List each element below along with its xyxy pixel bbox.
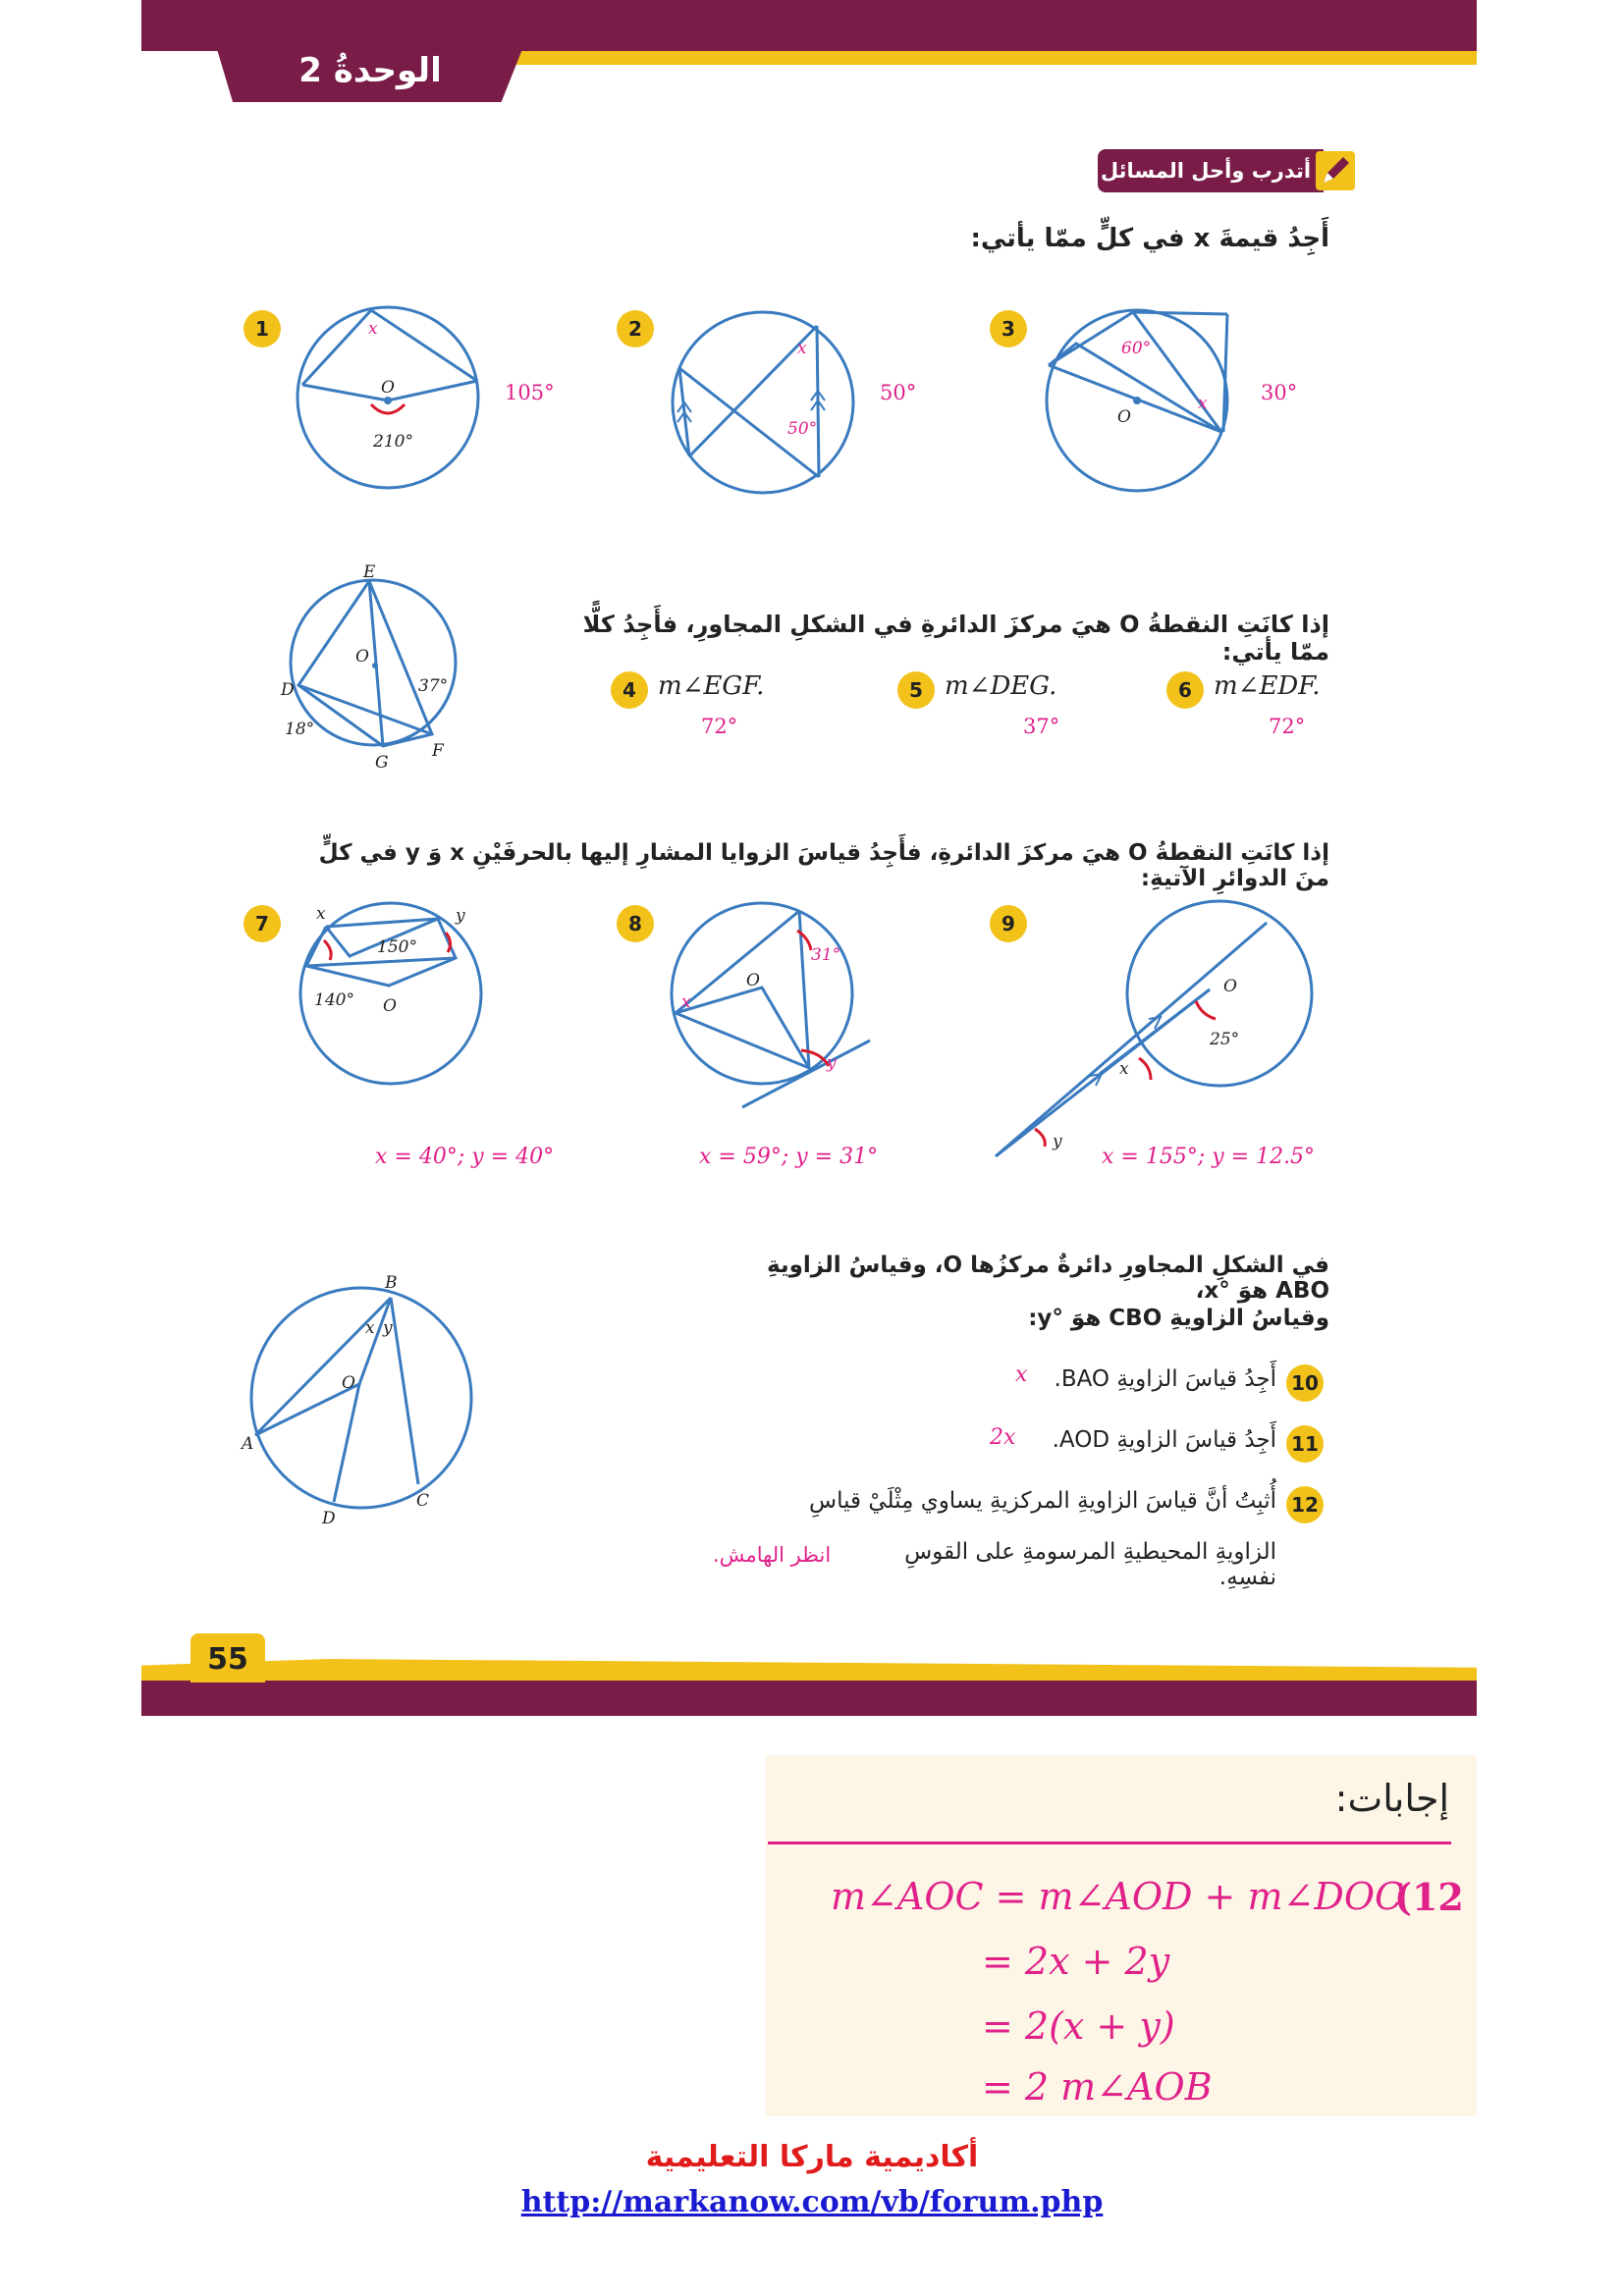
label: O (355, 647, 369, 667)
part4-intro-line1: في الشكلِ المجاورِ دائرةٌ مركزُها O، وقياسُ الزاويةِ ABO هوَ °x، (767, 1253, 1329, 1304)
label: 140° (314, 990, 354, 1010)
problem-number: 7 (244, 905, 281, 942)
answer: 105° (505, 381, 555, 404)
problem-number: 5 (897, 671, 935, 709)
problem-number: 8 (617, 905, 654, 942)
label: x (1119, 1059, 1129, 1079)
footer-academy-name: أكاديمية ماركا التعليمية (645, 2140, 979, 2174)
label: x (681, 992, 691, 1012)
label: D (322, 1509, 336, 1528)
label: O (1223, 977, 1237, 996)
problem-prompt: m∠DEG. (945, 671, 1057, 701)
label: 150° (377, 937, 417, 957)
label: y (456, 906, 465, 926)
problem-number: 12 (1286, 1486, 1324, 1523)
answer: 37° (1023, 715, 1060, 738)
problem-number: 10 (1286, 1364, 1324, 1402)
problem-number: 2 (617, 310, 654, 347)
answer: x = 59°; y = 31° (699, 1145, 879, 1169)
label: 210° (373, 432, 413, 452)
figure-part2 (275, 560, 471, 775)
label: F (432, 741, 444, 761)
problem-text: أُثبِتُ أنَّ قياسَ الزاويةِ المركزيةِ يساوي مِثْلَيْ قياسِ (809, 1488, 1276, 1514)
section-title: أتدرب وأحل المسائل (1100, 159, 1312, 183)
answer-number: (12 (1394, 1875, 1464, 1919)
answers-title: إجابات: (1334, 1777, 1449, 1820)
figure-problem-1 (285, 294, 501, 510)
answer: انظر الهامش. (713, 1543, 832, 1567)
figure-problem-9 (992, 893, 1316, 1168)
page-number: 55 (207, 1642, 248, 1677)
problem-number: 4 (611, 671, 648, 709)
label: y (383, 1318, 393, 1338)
label: C (416, 1491, 430, 1511)
label: 18° (285, 720, 315, 739)
part2-instruction: إذا كانَتِ النقطةُ O هيَ مركزَ الدائرةِ في الشكلِ المجاورِ، فأَجِدُ كلًّا ممّا يأتي: (582, 611, 1329, 666)
unit-title: الوحدةُ 2 (298, 51, 442, 90)
label: 37° (418, 676, 449, 696)
label: E (363, 562, 376, 582)
answer: 2x (990, 1425, 1016, 1450)
problem-text: أَجِدُ قياسَ الزاويةِ AOD. (1052, 1427, 1276, 1453)
label: A (242, 1434, 254, 1454)
label: y (827, 1053, 837, 1073)
problem-number: 1 (244, 310, 281, 347)
label: O (1117, 407, 1131, 427)
answer: x = 155°; y = 12.5° (1102, 1145, 1316, 1169)
label: O (746, 971, 760, 990)
label: x (368, 319, 378, 339)
answer: 72° (1269, 715, 1306, 738)
header-accent-strip (511, 51, 1477, 65)
footer-accent-strip (141, 1659, 1477, 1681)
answer: 30° (1261, 381, 1298, 404)
figure-part4 (236, 1266, 491, 1541)
part4-intro-line2: وقياسُ الزاويةِ CBO هوَ °y: (1028, 1306, 1329, 1331)
label: O (383, 996, 397, 1016)
label: x (1198, 394, 1208, 413)
label: x (365, 1318, 375, 1338)
part1-instruction: أَجِدُ قيمةَ x في كلٍّ ممّا يأتي: (970, 224, 1329, 253)
footer-link[interactable]: http://markanow.com/vb/forum.php (520, 2185, 1104, 2219)
figure-problem-3 (1035, 294, 1251, 510)
equation-line: = 2 m∠AOB (982, 2065, 1213, 2109)
problem-text-continued: الزاويةِ المحيطيةِ المرسومةِ على القوسِ نفسِهِ. (904, 1539, 1276, 1590)
label: D (281, 680, 295, 700)
problem-number: 6 (1166, 671, 1204, 709)
label: x (316, 904, 326, 924)
label: O (342, 1373, 355, 1393)
pencil-icon (1316, 151, 1355, 190)
label: 31° (811, 945, 841, 965)
problem-number: 11 (1286, 1425, 1324, 1463)
label: O (381, 378, 395, 398)
answer: x = 40°; y = 40° (375, 1145, 555, 1169)
equation-line: = 2x + 2y (982, 1940, 1170, 1983)
equation-line: m∠AOC = m∠AOD + m∠DOC (831, 1875, 1404, 1918)
label: x (797, 339, 807, 358)
label: y (1053, 1132, 1062, 1151)
label: G (375, 753, 389, 773)
problem-text: أَجِدُ قياسَ الزاويةِ BAO. (1054, 1366, 1276, 1392)
problem-number: 9 (990, 905, 1027, 942)
figure-problem-7 (291, 893, 507, 1099)
footer-band (141, 1681, 1477, 1716)
figure-problem-2 (660, 294, 876, 510)
problem-prompt: m∠EGF. (658, 671, 765, 701)
answers-divider (768, 1842, 1451, 1844)
label: 60° (1121, 339, 1152, 358)
problem-number: 3 (990, 310, 1027, 347)
label: 25° (1210, 1030, 1240, 1049)
answer: 72° (701, 715, 738, 738)
label: 50° (787, 419, 818, 439)
figure-problem-8 (664, 893, 899, 1119)
answer: 50° (880, 381, 917, 404)
equation-line: = 2(x + y) (982, 2004, 1175, 2048)
part3-instruction: إذا كانَتِ النقطةُ O هيَ مركزَ الدائرةِ، فأَجِدُ قياسَ الزوايا المشارِ إليها بالحرفَيْنِ x وَ y في كلٍّ منَ الدوائرِ الآتيةِ: (318, 840, 1329, 891)
answer: x (1015, 1362, 1028, 1387)
label: B (385, 1273, 398, 1293)
problem-prompt: m∠EDF. (1214, 671, 1321, 701)
